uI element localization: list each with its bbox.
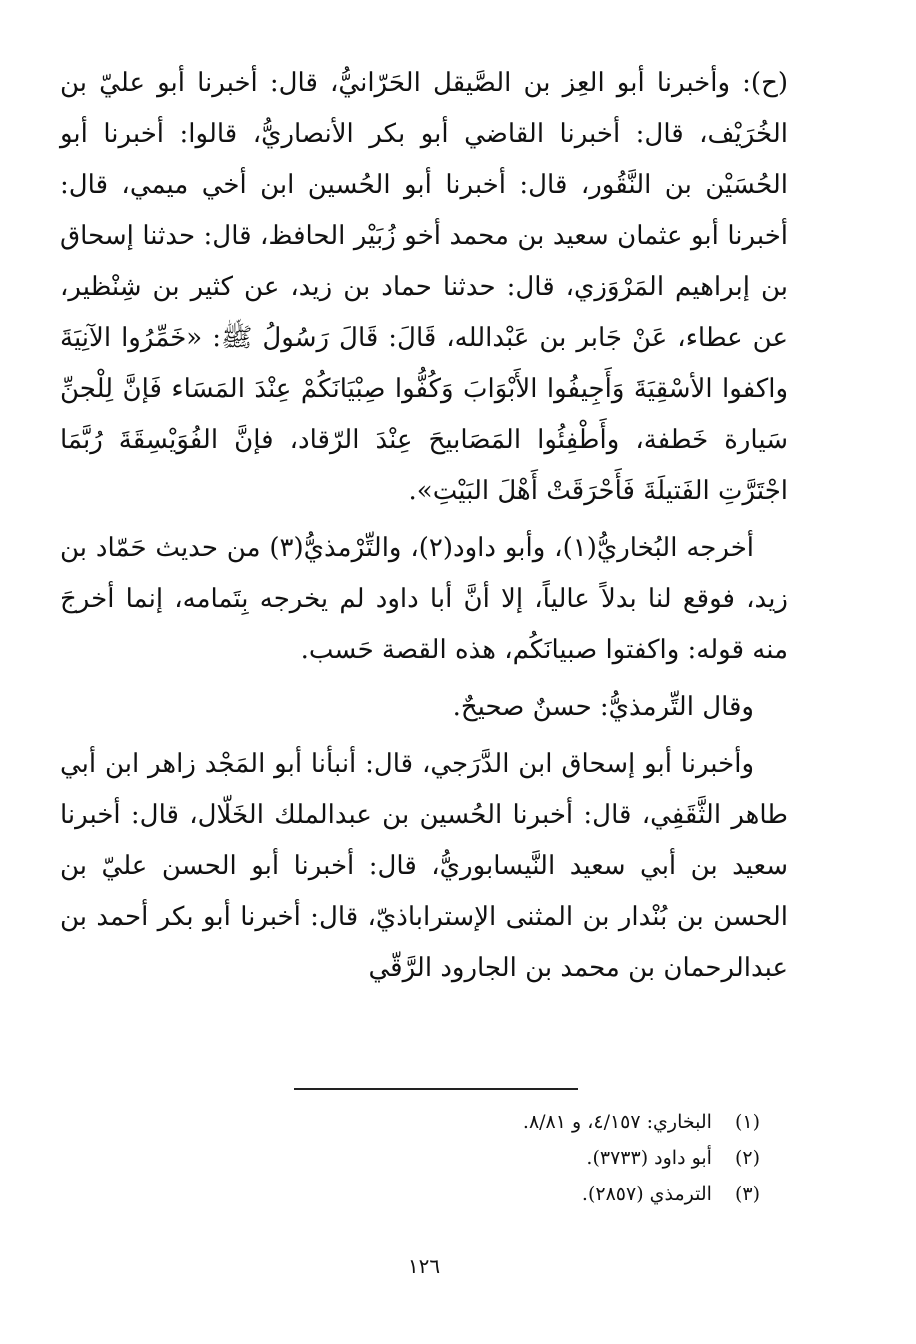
- footnote-divider: [294, 1088, 578, 1090]
- footnote-item: [240, 1176, 760, 1212]
- footnote-text: البخاري: ٤/١٥٧، و ٨/٨١.: [522, 1111, 712, 1133]
- paragraph-takhrij: أخرجه البُخاريُّ(١)، وأبو داود(٢)، والتِّرْمذيُّ(٣) من حديث حَمّاد بن زيد، فوقع لنا بدلاً عالياً، إلا أنَّ أبا داود لم يخرجه بِتَمامه، إنما أخرجَ منه قوله: واكفتوا صبيانَكُم، هذه القصة حَسب.: [60, 533, 788, 665]
- footnote-item: [240, 1140, 760, 1176]
- paragraph-second-isnad: وأخبرنا أبو إسحاق ابن الدَّرَجي، قال: أنبأنا أبو المَجْد زاهر ابن أبي طاهر الثَّقَفِي، قال: أخبرنا الحُسين بن عبدالملك الخَلّال، قال: أخبرنا سعيد بن أبي سعيد النَّيسابوريُّ، قال: أخبرنا أبو الحسن عليّ بن الحسن بن بُنْدار بن المثنى الإستراباذيّ، قال: أخبرنا أبو بكر أحمد بن عبدالرحمان بن محمد بن الجارود الرَّقّي: [60, 749, 788, 983]
- paragraph-tirmidhi-grade: وقال التِّرمذيُّ: حسنٌ صحيحٌ.: [452, 692, 754, 722]
- main-text: [60, 58, 788, 1000]
- book-page: [60, 58, 788, 1308]
- footnote-number: (٣): [734, 1183, 760, 1205]
- footnote-number: (١): [734, 1111, 760, 1133]
- footnote-item: [240, 1104, 760, 1140]
- footnote-number: (٢): [734, 1147, 760, 1169]
- footnote-text: الترمذي (٢٨٥٧).: [581, 1183, 712, 1205]
- page-number: ١٢٦: [407, 1254, 441, 1278]
- footnotes: [240, 1104, 760, 1212]
- footnote-text: أبو داود (٣٧٣٣).: [586, 1147, 712, 1169]
- paragraph-isnad-hadith: (ح): وأخبرنا أبو العِز بن الصَّيقل الحَرّانيُّ، قال: أخبرنا أبو عليّ بن الخُرَيْف، قال: أخبرنا القاضي أبو بكر الأنصاريُّ، قالوا: أخبرنا أبو الحُسَيْن بن النَّقُور، قال: أخبرنا أبو الحُسين ابن أخي ميمي، قال: أخبرنا أبو عثمان سعيد بن محمد أخو زُبَيْر الحافظ، قال: حدثنا إسحاق بن إبراهيم المَرْوَزي، قال: حدثنا حماد بن زيد، عن كثير بن شِنْظير، عن عطاء، عَنْ جَابر بن عَبْدالله، قَالَ: قَالَ رَسُولُ ﷺ: «خَمِّرُوا الآنِيَةَ واكفوا الأسْقِيَةَ وَأَجِيفُوا الأَبْوَابَ وَكُفُّوا صِبْيَانَكُمْ عِنْدَ المَسَاء فَإنَّ لِلْجنِّ سَيارة خَطفة، وأَطْفِئُوا المَصَابيحَ عِنْدَ الرّقاد، فإنَّ الفُوَيْسِقَةَ رُبَّمَا اجْتَرَّتِ الفَتيلَةَ فَأَحْرَقَتْ أَهْلَ البَيْتِ».: [60, 68, 788, 506]
